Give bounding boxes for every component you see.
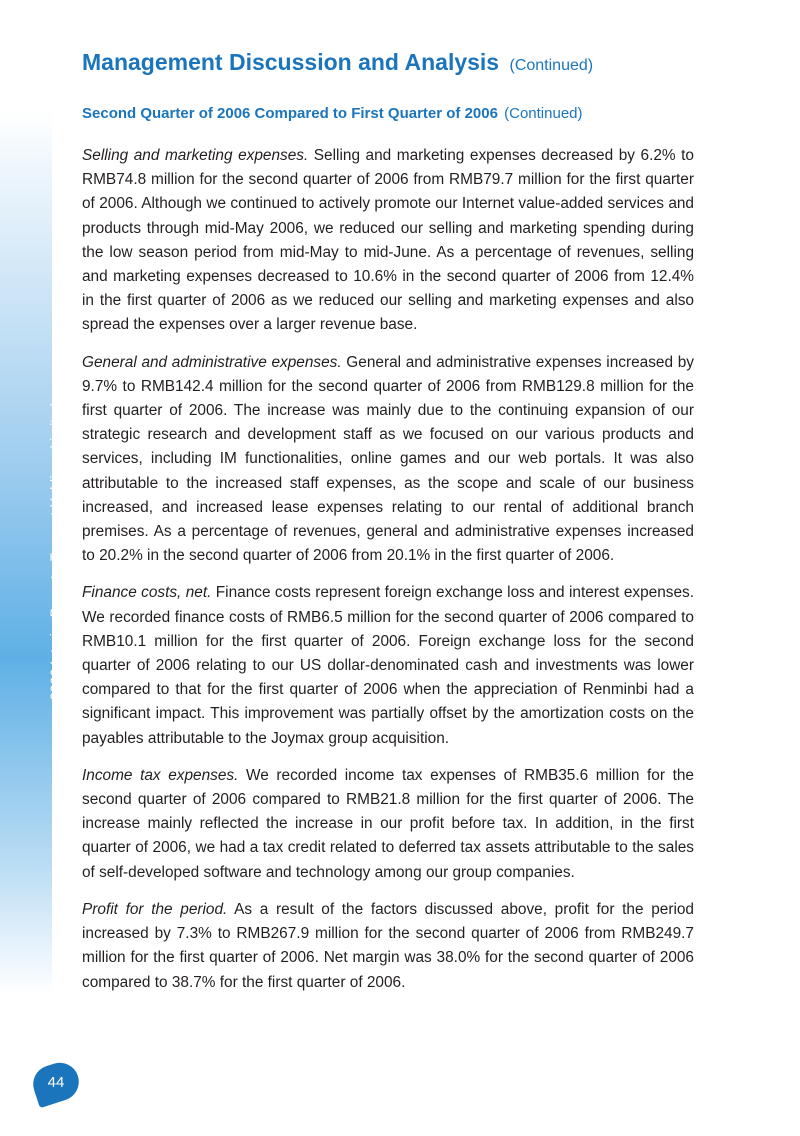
paragraph-lead: Income tax expenses. [82, 766, 239, 784]
page-number: 44 [47, 1074, 65, 1091]
paragraph-text: We recorded income tax expenses of RMB35.6 million for the second quarter of 2006 compared to RMB21.8 million for the first quarter of 2006. The increase mainly reflected the increase in our profit before tax. In addition, in the first quarter of 2006, we had a tax credit related to deferred tax assets attributable to the sales of self-developed software and technology among our group companies. [82, 766, 694, 881]
paragraph-text: Selling and marketing expenses decreased by 6.2% to RMB74.8 million for the second quarter of 2006 from RMB79.7 million for the first quarter of 2006. Although we continued to actively promote our Internet value-added services and products through mid-May 2006, we reduced our selling and marketing spending during the low season period from mid-May to mid-June. As a percentage of revenues, selling and marketing expenses decreased to 10.6% in the second quarter of 2006 from 12.4% in the first quarter of 2006 as we reduced our selling and marketing expenses and also spread the expenses over a larger revenue base. [82, 147, 694, 334]
paragraph-lead: General and administrative expenses. [82, 353, 342, 371]
sidebar-band [0, 110, 52, 995]
paragraph-lead: Finance costs, net. [82, 584, 212, 602]
paragraph-selling-marketing [82, 144, 694, 338]
paragraph-general-admin [82, 351, 694, 569]
section-heading-text: Second Quarter of 2006 Compared to First Quarter of 2006 [82, 105, 498, 122]
paragraph-profit [82, 898, 694, 995]
section-heading [82, 105, 583, 122]
sidebar-label [48, 340, 63, 700]
paragraph-text: Finance costs represent foreign exchange loss and interest expenses. We recorded finance costs of RMB6.5 million for the second quarter of 2006 compared to RMB10.1 million for the first quarter of 2006. Foreign exchange loss for the second quarter of 2006 relating to our US dollar-denominated cash and investments was lower compared to that for the first quarter of 2006 when the appreciation of Renminbi had a significant impact. This improvement was partially offset by the amortization costs on the payables attributable to the Joymax group acquisition. [82, 584, 694, 747]
paragraph-text: General and administrative expenses increased by 9.7% to RMB142.4 million for the second quarter of 2006 from RMB129.8 million for the first quarter of 2006. The increase was mainly due to the continuing expansion of our strategic research and development staff as we focused on our various products and services, including IM functionalities, online games and our web portals. It was also attributable to the increased staff expenses, as the scope and scale of our business increased, and increased lease expenses relating to our rental of additional branch premises. As a percentage of revenues, general and administrative expenses increased to 20.2% in the second quarter of 2006 from 20.1% in the first quarter of 2006. [82, 353, 694, 565]
body-text [82, 144, 694, 1008]
paragraph-lead: Selling and marketing expenses. [82, 147, 309, 164]
page-title-suffix: (Continued) [509, 57, 594, 74]
report-label: 2006 Interim Report [48, 574, 63, 700]
paragraph-finance-costs [82, 581, 694, 750]
section-heading-suffix: (Continued) [504, 105, 583, 122]
paragraph-text: As a result of the factors discussed above, profit for the period increased by 7.3% to RMB267.9 million for the second quarter of 2006 from RMB249.7 million for the first quarter of 2006. Net margin was 38.0% for the second quarter of 2006 compared to 38.7% for the first quarter of 2006. [82, 900, 694, 991]
paragraph-lead: Profit for the period. [82, 900, 228, 918]
page-title [82, 49, 593, 76]
paragraph-income-tax [82, 764, 694, 885]
page-title-text: Management Discussion and Analysis [82, 49, 500, 75]
company-label: Tencent Holdings Limited [48, 402, 63, 561]
